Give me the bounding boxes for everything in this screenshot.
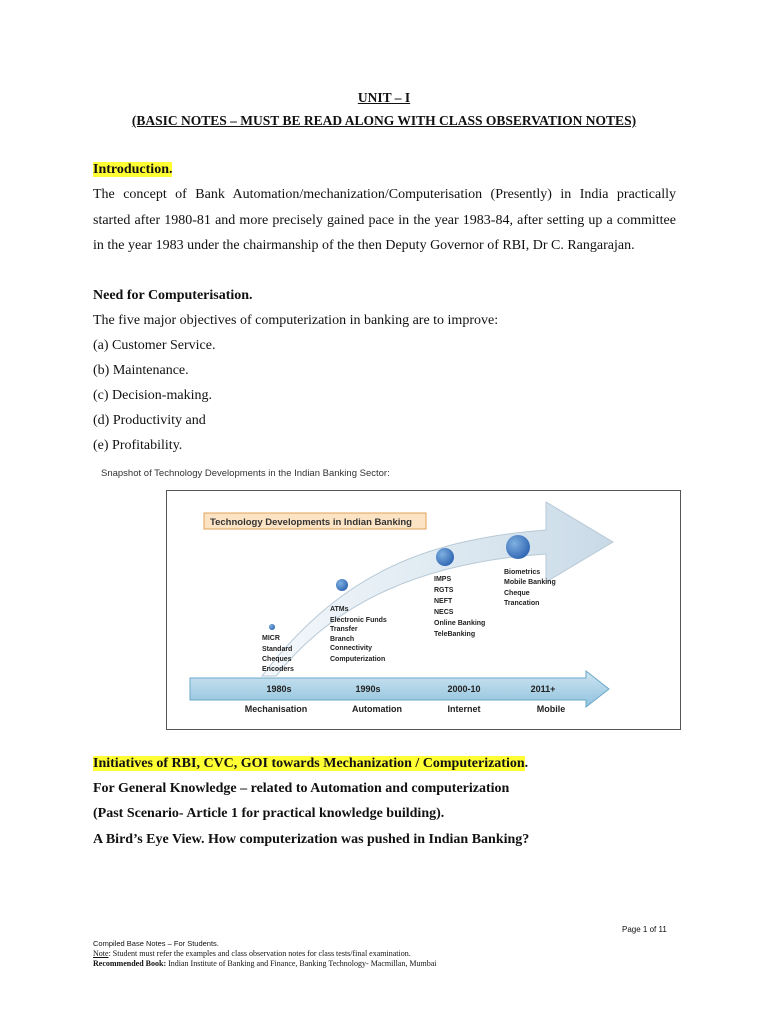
compiled-notes-label: Compiled Base Notes – For Students. — [93, 939, 219, 948]
era-item: Electronic Funds — [330, 617, 387, 624]
era-item: IMPS — [434, 576, 452, 583]
era-item: Standard — [262, 646, 293, 653]
objective-item: (d) Productivity and — [93, 413, 206, 428]
era-dot-1980s — [269, 624, 275, 630]
era-phase: Internet — [447, 704, 481, 714]
era-item: NEFT — [434, 598, 453, 605]
era-item: Mobile Banking — [504, 579, 556, 586]
intro-paragraph: The concept of Bank Automation/mechanization/Computerisation (Presently) in India practically started after 1980-81 and more precisely gained pace in the year 1983-84, after setting up a committee in the year 1983 under the chairmanship of the then Deputy Governor of RBI, Dr C. Rangarajan. — [93, 187, 676, 254]
era-item: NECS — [434, 609, 454, 616]
technology-timeline-figure — [166, 490, 681, 730]
era-item: Cheques — [262, 656, 292, 663]
intro-heading: Introduction. — [93, 162, 173, 177]
era-phase: Mobile — [536, 704, 566, 714]
era-phase: Automation — [352, 704, 402, 714]
objective-item: (a) Customer Service. — [93, 338, 216, 353]
era-item: Encoders — [262, 666, 294, 673]
page-number: Page 1 of 11 — [622, 925, 667, 934]
era-item: Cheque — [504, 590, 530, 597]
era-item: Branch — [330, 636, 355, 643]
era-item: Transfer — [330, 626, 358, 633]
footer-note: Note: Student must refer the examples and class observation notes for class tests/final examination. — [93, 949, 411, 958]
figure-caption: Snapshot of Technology Developments in the Indian Banking Sector: — [101, 468, 390, 479]
era-phase: Mechanisation — [244, 704, 308, 714]
era-item: RGTS — [434, 587, 454, 594]
era-dot-1990s — [336, 579, 348, 591]
era-item: TeleBanking — [434, 631, 476, 638]
initiatives-heading: Initiatives of RBI, CVC, GOI towards Mechanization / Computerization. — [93, 756, 529, 771]
need-lead: The five major objectives of computerization in banking are to improve: — [93, 313, 499, 328]
era-item: Computerization — [330, 656, 386, 663]
unit-title: UNIT – I — [357, 90, 411, 105]
birds-eye-line: A Bird’s Eye View. How computerization was pushed in Indian Banking? — [93, 832, 530, 847]
era-item: Connectivity — [330, 645, 373, 652]
era-period: 1980s — [266, 684, 292, 694]
era-item: Biometrics — [504, 569, 541, 576]
era-item: Trancation — [504, 600, 540, 607]
need-heading: Need for Computerisation. — [93, 288, 253, 303]
era-item: Online Banking — [434, 620, 486, 627]
era-item: MICR — [262, 635, 280, 642]
objective-item: (e) Profitability. — [93, 438, 183, 453]
notes-subtitle: (BASIC NOTES – MUST BE READ ALONG WITH CLASS OBSERVATION NOTES) — [131, 113, 637, 128]
era-dot-2000-10 — [436, 548, 454, 566]
era-period: 1990s — [355, 684, 381, 694]
era-item: ATMs — [330, 606, 349, 613]
objective-item: (b) Maintenance. — [93, 363, 189, 378]
banner-text: Technology Developments in Indian Banking — [210, 517, 412, 528]
era-dot-2011 — [506, 535, 530, 559]
era-period: 2000-10 — [447, 684, 481, 694]
objective-item: (c) Decision-making. — [93, 388, 212, 403]
past-scenario-line: (Past Scenario- Article 1 for practical knowledge building). — [93, 806, 445, 821]
gk-line: For General Knowledge – related to Automation and computerization — [93, 781, 510, 796]
footer-recommended-book: Recommended Book: Indian Institute of Banking and Finance, Banking Technology- Macmillan, Mumbai — [93, 959, 437, 968]
era-period: 2011+ — [530, 684, 556, 694]
